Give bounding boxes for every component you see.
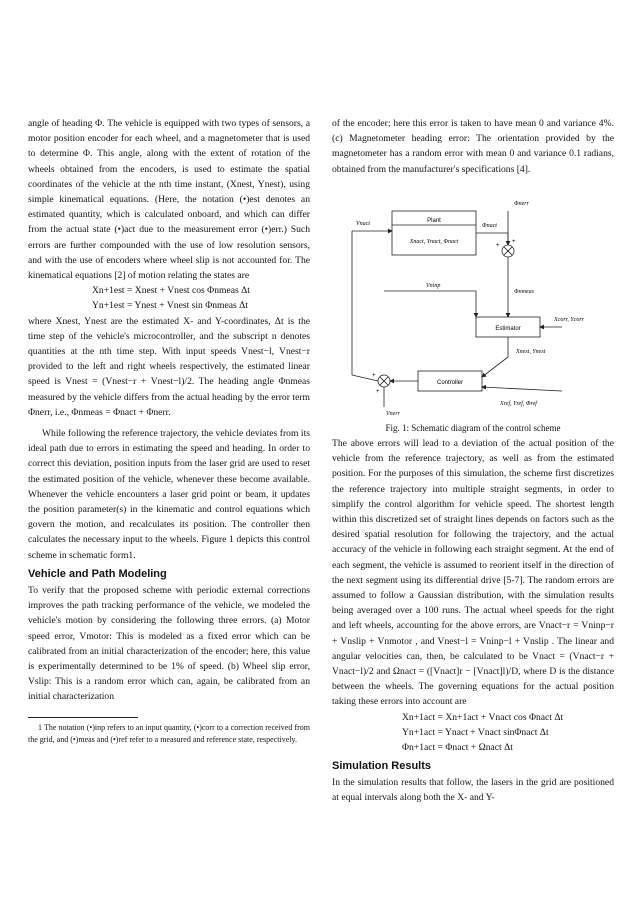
controller-label: Controller	[436, 379, 464, 386]
estimator-label: Estimator	[495, 325, 521, 332]
right-paragraph-2: The above errors will lead to a deviation of the actual position of the vehicle from the reference trajectory, as well as from the estimated position. For the purposes of this simulation, the scheme first discretizes the reference trajectory into multiple straight segments, in order to simplify the control algorithm for vehicle speed. The shortest length within this discretized set of straight lines depends on factors such as the desired spatial resolution for following the trajectory, and the actual accuracy of the vehicle in following each straight segment. At the end of each segment, the vehicle is assumed to reorient itself in the direction of the next segment using its differential drive [5-7]. The random errors are assumed to follow a Gaussian distribution, with the simulation results being averaged over a 100 runs. The actual wheel speeds for the right and left wheels, accounting for the above errors, are Vnact−r = Vninp−r + Vnslip + Vnmotor , and Vnest−l = Vninp−l + Vnslip . The linear and angular velocities can, then, be calculated to be Vnact = (Vnact−r + Vnact−l)/2 and Ωnact = ([Vnact]r − [Vnact]l)/D, where D is the distance between the wheels. The governing equations for the actual position taking these errors into account are	[332, 438, 614, 708]
phi-err-label: Φnerr	[514, 200, 529, 207]
section-heading-vehicle-path-modeling: Vehicle and Path Modeling	[28, 567, 167, 580]
equation-x-act: Xn+1act = Xn+1act + Vnact cos Φnact Δt	[402, 711, 564, 723]
left-paragraph-1: angle of heading Φ. The vehicle is equipped with two types of sensors, a motor position encoder for each wheel, and a magnetometer that is used to determine Φ. This angle, along with the extent of rotation of the wheels obtained from the encoders, is used to estimate the spatial coordinates of the vehicle at the nth time instant, (Xnest, Ynest), using simple kinematical equations. (Here, the notation (•)est denotes an estimated quantity, which is calculated onboard, and which can differ from the actual state (•)act due to the measurement error (•)err.) Such errors are further compounded with the use of low resolution sensors, and with the use of encoders where wheel slip is not accounted for. The kinematical equations [2] of motion relating the states are	[28, 118, 310, 282]
v-act-label: Vnact	[356, 220, 370, 227]
phi-act-label: Φnact	[482, 222, 497, 229]
left-paragraph-4: To verify that the proposed scheme with periodic external corrections improves the path tracking performance of the vehicle, we modeled the vehicle's motion by considering the following three errors. (a) Motor speed error, Vmotor: This is modeled as a fixed error which can be calibrated from an initial characterization of the encoder; here, this value is experimentally determined to be 1% of speed. (b) Wheel slip error, Vslip: This is a random error which can, again, be calibrated from an initial characterization	[28, 584, 310, 703]
footnote-rule	[28, 717, 138, 718]
v-err-label: Vnerr	[386, 410, 400, 417]
v-inp-label: Vninp	[426, 282, 441, 289]
correction-label: Xcorr, Ycorr	[554, 316, 585, 323]
plus-sign-3: +	[372, 372, 376, 379]
right-paragraph-3: In the simulation results that follow, the lasers in the grid are positioned at equal intervals along both the X- and Y-	[332, 777, 614, 804]
left-paragraph-2: where Xnest, Ynest are the estimated X- and Y-coordinates, Δt is the time step of the vehicle's microcontroller, and the subscript n denotes quantities at the nth time step. With input speeds Vnest−l, Vnest−r provided to the left and right wheels respectively, the estimated linear speed is Vnest = (Vnest−r + Vnest−l)/2. The heading angle Φnmeas measured by the vehicle differs from the actual heading by the error term Φnerr, i.e., Φnmeas = Φnact + Φnerr.	[28, 315, 310, 418]
equation-x-est: Xn+1est = Xnest + Vnest cos Φnmeas Δt	[92, 285, 250, 297]
plus-sign-1: +	[496, 242, 500, 249]
right-column	[332, 116, 614, 806]
left-column	[28, 116, 310, 746]
left-paragraph-3: While following the reference trajectory, the vehicle deviates from its ideal path due to errors in estimating the speed and heading. In order to correct this deviation, position inputs from the laser grid are used to reset the estimated position of the vehicle, whenever these become available. Whenever the vehicle encounters a laser grid point or beam, it updates the position parameter(s) in the kinematic and control equations which govern the motion, and recalculates its position. The controller then calculates the necessary input to the wheels. Figure 1 depicts this control scheme in schematic form1.	[28, 428, 310, 561]
equation-y-act: Yn+1act = Ynact + Vnact sinΦnact Δt	[402, 726, 549, 738]
equation-y-est: Yn+1est = Ynest + Vnest sin Φnmeas Δt	[92, 300, 248, 312]
plant-states-label: Xnact, Ynact, Φnact	[409, 238, 459, 245]
reference-label: Xref, Yref, Φref	[500, 400, 537, 407]
footnote-1: 1 The notation (•)inp refers to an input quantity, (•)corr to a correction received from the grid, and (•)meas and (•)ref refer to a measured and reference state, respectively.	[28, 722, 310, 744]
plant-label: Plant	[427, 217, 441, 224]
figure-caption: Fig. 1: Schematic diagram of the control scheme	[385, 422, 561, 433]
control-scheme-diagram	[332, 181, 614, 421]
equation-phi-act: Φn+1act = Φnact + Ωnact Δt	[402, 742, 513, 754]
plus-sign-2: +	[512, 238, 516, 245]
figure-control-scheme	[332, 181, 614, 421]
section-heading-simulation-results: Simulation Results	[332, 760, 432, 773]
right-paragraph-1: of the encoder; here this error is taken to have mean 0 and variance 4%. (c) Magnetometer heading error: The orientation provided by the magnetometer has a random error with mean 0 and variance 0.1 radians, obtained from the manufacturer's specifications [4].	[332, 118, 614, 175]
phi-meas-label: Φnmeas	[514, 288, 534, 295]
plus-sign-4: +	[376, 388, 380, 395]
estimated-xy-label: Xnest, Ynest	[516, 348, 546, 355]
